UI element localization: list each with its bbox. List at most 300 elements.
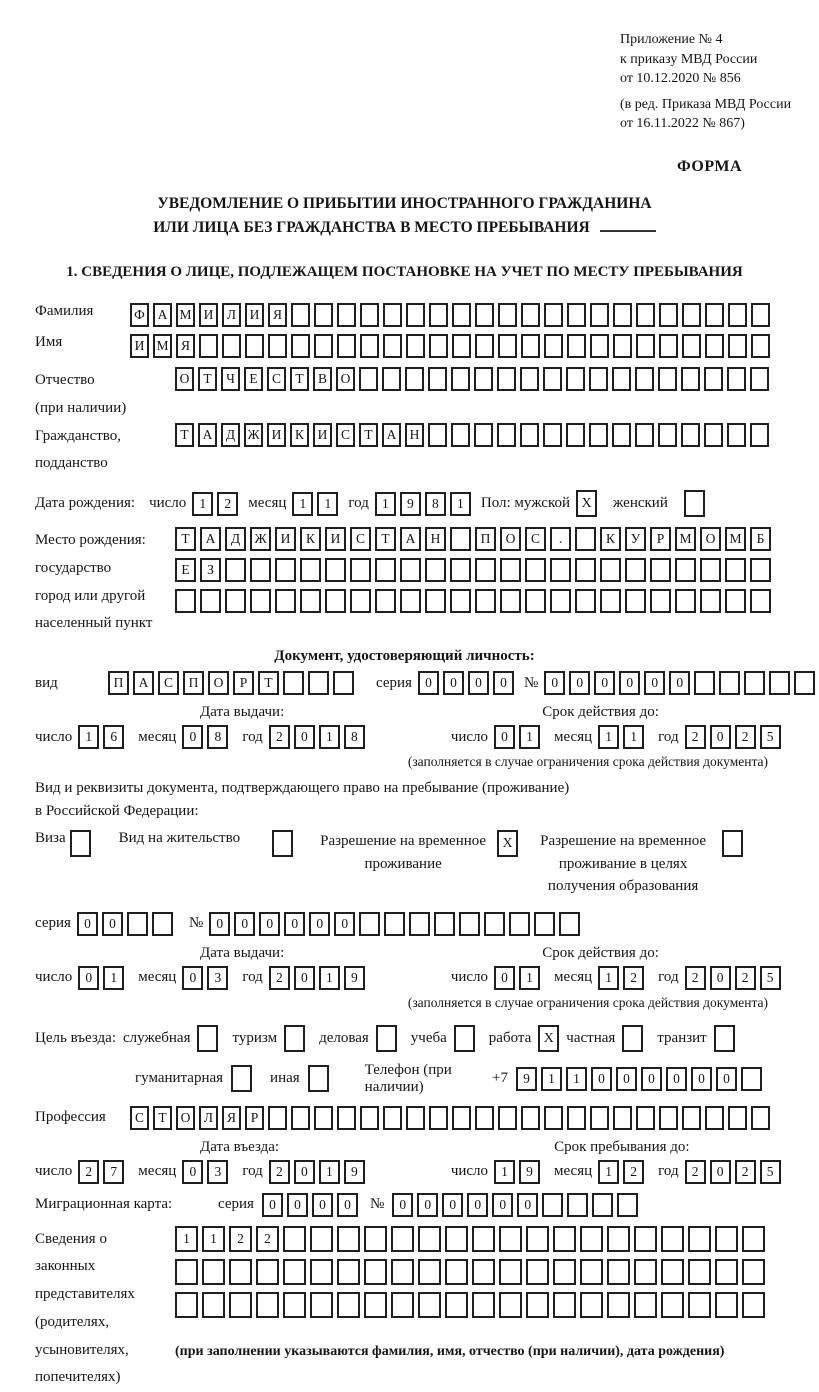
char-cell[interactable] (310, 1226, 333, 1252)
char-cell[interactable] (283, 671, 304, 695)
char-cell[interactable] (580, 1292, 603, 1318)
char-cell[interactable] (291, 334, 310, 358)
birth-place-cells-row1[interactable] (175, 527, 775, 551)
surname-cells[interactable] (130, 303, 774, 327)
char-cell[interactable] (405, 367, 424, 391)
char-cell[interactable] (360, 1106, 379, 1130)
char-cell[interactable] (544, 303, 563, 327)
char-cell[interactable] (580, 1259, 603, 1285)
char-cell[interactable] (715, 1292, 738, 1318)
char-cell[interactable] (475, 558, 496, 582)
char-cell[interactable] (634, 1259, 657, 1285)
char-cell[interactable] (705, 1106, 724, 1130)
char-cell[interactable]: Р (233, 671, 254, 695)
char-cell[interactable] (589, 423, 608, 447)
char-cell[interactable]: 1 (566, 1067, 587, 1091)
char-cell[interactable] (364, 1292, 387, 1318)
char-cell[interactable] (382, 367, 401, 391)
char-cell[interactable]: 1 (319, 725, 340, 749)
char-cell[interactable] (229, 1259, 252, 1285)
char-cell[interactable] (256, 1259, 279, 1285)
char-cell[interactable]: А (133, 671, 154, 695)
char-cell[interactable]: А (400, 527, 421, 551)
char-cell[interactable]: 1 (375, 492, 396, 516)
char-cell[interactable]: Т (175, 527, 196, 551)
char-cell[interactable]: 0 (312, 1193, 333, 1217)
char-cell[interactable]: 1 (103, 966, 124, 990)
char-cell[interactable] (500, 558, 521, 582)
stay-year-cells[interactable] (685, 1160, 785, 1184)
char-cell[interactable] (725, 589, 746, 613)
char-cell[interactable] (268, 1106, 287, 1130)
char-cell[interactable] (391, 1259, 414, 1285)
char-cell[interactable] (400, 558, 421, 582)
char-cell[interactable] (617, 1193, 638, 1217)
char-cell[interactable] (451, 423, 470, 447)
char-cell[interactable] (459, 912, 480, 936)
char-cell[interactable]: 0 (494, 725, 515, 749)
char-cell[interactable] (300, 589, 321, 613)
char-cell[interactable]: Д (221, 423, 240, 447)
char-cell[interactable]: 1 (519, 725, 540, 749)
char-cell[interactable]: 5 (760, 725, 781, 749)
char-cell[interactable]: 0 (492, 1193, 513, 1217)
char-cell[interactable]: О (175, 367, 194, 391)
char-cell[interactable]: И (245, 303, 264, 327)
char-cell[interactable] (544, 1106, 563, 1130)
char-cell[interactable]: М (176, 303, 195, 327)
doc-kind-cells[interactable] (108, 671, 358, 695)
char-cell[interactable] (314, 1106, 333, 1130)
char-cell[interactable] (325, 558, 346, 582)
char-cell[interactable] (451, 367, 470, 391)
char-cell[interactable] (175, 589, 196, 613)
char-cell[interactable]: 2 (685, 966, 706, 990)
char-cell[interactable] (500, 589, 521, 613)
char-cell[interactable]: А (200, 527, 221, 551)
char-cell[interactable] (543, 423, 562, 447)
char-cell[interactable] (472, 1259, 495, 1285)
char-cell[interactable] (359, 912, 380, 936)
char-cell[interactable] (406, 303, 425, 327)
char-cell[interactable]: 5 (760, 966, 781, 990)
char-cell[interactable] (509, 912, 530, 936)
char-cell[interactable] (675, 558, 696, 582)
char-cell[interactable] (553, 1292, 576, 1318)
char-cell[interactable]: 0 (641, 1067, 662, 1091)
char-cell[interactable]: П (183, 671, 204, 695)
char-cell[interactable]: 1 (319, 966, 340, 990)
char-cell[interactable] (450, 527, 471, 551)
char-cell[interactable]: Т (198, 367, 217, 391)
char-cell[interactable] (275, 558, 296, 582)
char-cell[interactable] (337, 303, 356, 327)
char-cell[interactable] (127, 912, 148, 936)
char-cell[interactable]: Е (175, 558, 196, 582)
char-cell[interactable]: 0 (710, 1160, 731, 1184)
char-cell[interactable]: 0 (517, 1193, 538, 1217)
char-cell[interactable]: М (675, 527, 696, 551)
char-cell[interactable] (429, 334, 448, 358)
given-name-cells[interactable] (130, 334, 774, 358)
char-cell[interactable]: О (500, 527, 521, 551)
char-cell[interactable]: 0 (209, 912, 230, 936)
char-cell[interactable] (375, 589, 396, 613)
char-cell[interactable] (445, 1226, 468, 1252)
char-cell[interactable] (425, 589, 446, 613)
char-cell[interactable] (553, 1226, 576, 1252)
char-cell[interactable] (600, 589, 621, 613)
char-cell[interactable]: 0 (182, 966, 203, 990)
char-cell[interactable] (634, 1292, 657, 1318)
char-cell[interactable] (275, 589, 296, 613)
char-cell[interactable] (364, 1226, 387, 1252)
char-cell[interactable] (521, 1106, 540, 1130)
char-cell[interactable] (418, 1292, 441, 1318)
char-cell[interactable] (300, 558, 321, 582)
char-cell[interactable] (725, 558, 746, 582)
char-cell[interactable] (613, 334, 632, 358)
char-cell[interactable] (625, 589, 646, 613)
entry-day-cells[interactable] (78, 1160, 128, 1184)
char-cell[interactable] (314, 334, 333, 358)
char-cell[interactable]: Ж (250, 527, 271, 551)
char-cell[interactable] (751, 303, 770, 327)
char-cell[interactable] (741, 1067, 762, 1091)
entry-year-cells[interactable] (269, 1160, 369, 1184)
char-cell[interactable] (525, 558, 546, 582)
purpose-other-checkbox[interactable] (308, 1065, 329, 1092)
char-cell[interactable]: 0 (443, 671, 464, 695)
char-cell[interactable]: А (153, 303, 172, 327)
char-cell[interactable] (694, 671, 715, 695)
char-cell[interactable] (175, 1259, 198, 1285)
char-cell[interactable] (634, 1226, 657, 1252)
doc-issue-month-cells[interactable] (182, 725, 232, 749)
char-cell[interactable] (566, 367, 585, 391)
char-cell[interactable] (715, 1259, 738, 1285)
char-cell[interactable] (682, 334, 701, 358)
char-cell[interactable] (769, 671, 790, 695)
char-cell[interactable] (445, 1292, 468, 1318)
char-cell[interactable] (391, 1292, 414, 1318)
char-cell[interactable] (308, 671, 329, 695)
char-cell[interactable]: 0 (284, 912, 305, 936)
char-cell[interactable] (152, 912, 173, 936)
sex-female-checkbox[interactable] (684, 490, 705, 517)
char-cell[interactable]: К (600, 527, 621, 551)
char-cell[interactable] (719, 671, 740, 695)
doc-series-cells[interactable] (418, 671, 518, 695)
char-cell[interactable]: 1 (598, 725, 619, 749)
char-cell[interactable] (750, 367, 769, 391)
purpose-work-checkbox[interactable]: X (538, 1025, 559, 1052)
char-cell[interactable] (625, 558, 646, 582)
char-cell[interactable]: И (275, 527, 296, 551)
char-cell[interactable]: 2 (623, 1160, 644, 1184)
char-cell[interactable]: 1 (192, 492, 213, 516)
char-cell[interactable] (559, 912, 580, 936)
char-cell[interactable] (250, 558, 271, 582)
char-cell[interactable] (704, 423, 723, 447)
char-cell[interactable]: 6 (103, 725, 124, 749)
char-cell[interactable] (452, 303, 471, 327)
char-cell[interactable] (592, 1193, 613, 1217)
char-cell[interactable] (700, 589, 721, 613)
char-cell[interactable] (590, 1106, 609, 1130)
birth-month-cells[interactable] (292, 492, 342, 516)
char-cell[interactable]: 1 (541, 1067, 562, 1091)
residence-valid-year-cells[interactable] (685, 966, 785, 990)
residence-issue-month-cells[interactable] (182, 966, 232, 990)
visa-checkbox[interactable] (70, 830, 91, 857)
char-cell[interactable] (612, 367, 631, 391)
temp-residence-edu-checkbox[interactable] (722, 830, 743, 857)
char-cell[interactable]: 2 (623, 966, 644, 990)
doc-valid-day-cells[interactable] (494, 725, 544, 749)
char-cell[interactable]: . (550, 527, 571, 551)
char-cell[interactable] (364, 1259, 387, 1285)
char-cell[interactable] (688, 1259, 711, 1285)
char-cell[interactable]: 1 (519, 966, 540, 990)
char-cell[interactable]: 0 (569, 671, 590, 695)
char-cell[interactable] (607, 1259, 630, 1285)
char-cell[interactable]: Б (750, 527, 771, 551)
char-cell[interactable] (384, 912, 405, 936)
char-cell[interactable] (650, 558, 671, 582)
char-cell[interactable] (229, 1292, 252, 1318)
citizenship-cells[interactable] (175, 423, 773, 447)
char-cell[interactable] (391, 1226, 414, 1252)
char-cell[interactable]: 0 (102, 912, 123, 936)
char-cell[interactable] (661, 1259, 684, 1285)
temp-residence-checkbox[interactable]: X (497, 830, 518, 857)
char-cell[interactable]: 0 (417, 1193, 438, 1217)
char-cell[interactable]: 0 (294, 966, 315, 990)
char-cell[interactable] (727, 423, 746, 447)
char-cell[interactable]: 1 (319, 1160, 340, 1184)
char-cell[interactable] (700, 558, 721, 582)
birth-place-cells-row2[interactable] (175, 558, 775, 582)
char-cell[interactable] (543, 367, 562, 391)
char-cell[interactable] (742, 1259, 765, 1285)
char-cell[interactable] (337, 1259, 360, 1285)
char-cell[interactable] (452, 1106, 471, 1130)
char-cell[interactable] (325, 589, 346, 613)
char-cell[interactable] (425, 558, 446, 582)
char-cell[interactable]: К (300, 527, 321, 551)
char-cell[interactable] (350, 589, 371, 613)
entry-month-cells[interactable] (182, 1160, 232, 1184)
char-cell[interactable] (418, 1226, 441, 1252)
char-cell[interactable]: 0 (710, 966, 731, 990)
char-cell[interactable] (499, 1226, 522, 1252)
char-cell[interactable] (445, 1259, 468, 1285)
char-cell[interactable]: 0 (418, 671, 439, 695)
char-cell[interactable] (472, 1226, 495, 1252)
char-cell[interactable]: Ж (244, 423, 263, 447)
char-cell[interactable]: 2 (685, 725, 706, 749)
char-cell[interactable]: Л (199, 1106, 218, 1130)
char-cell[interactable] (534, 912, 555, 936)
char-cell[interactable] (567, 1193, 588, 1217)
char-cell[interactable] (658, 423, 677, 447)
char-cell[interactable]: И (325, 527, 346, 551)
char-cell[interactable] (474, 367, 493, 391)
doc-number-cells[interactable] (544, 671, 819, 695)
char-cell[interactable]: 0 (594, 671, 615, 695)
char-cell[interactable]: Т (375, 527, 396, 551)
purpose-tourism-checkbox[interactable] (284, 1025, 305, 1052)
residence-permit-checkbox[interactable] (272, 830, 293, 857)
char-cell[interactable] (575, 558, 596, 582)
char-cell[interactable] (175, 1292, 198, 1318)
char-cell[interactable] (727, 367, 746, 391)
char-cell[interactable]: П (108, 671, 129, 695)
char-cell[interactable] (659, 334, 678, 358)
char-cell[interactable] (635, 367, 654, 391)
char-cell[interactable]: 1 (623, 725, 644, 749)
char-cell[interactable]: И (313, 423, 332, 447)
char-cell[interactable]: К (290, 423, 309, 447)
char-cell[interactable]: В (313, 367, 332, 391)
char-cell[interactable] (337, 1292, 360, 1318)
char-cell[interactable] (283, 1226, 306, 1252)
char-cell[interactable] (291, 1106, 310, 1130)
char-cell[interactable] (199, 334, 218, 358)
char-cell[interactable] (607, 1226, 630, 1252)
char-cell[interactable] (635, 423, 654, 447)
char-cell[interactable] (499, 1259, 522, 1285)
char-cell[interactable]: 0 (78, 966, 99, 990)
char-cell[interactable]: 2 (78, 1160, 99, 1184)
char-cell[interactable] (704, 367, 723, 391)
char-cell[interactable] (661, 1226, 684, 1252)
char-cell[interactable]: 0 (716, 1067, 737, 1091)
char-cell[interactable] (750, 423, 769, 447)
purpose-official-checkbox[interactable] (197, 1025, 218, 1052)
char-cell[interactable] (550, 558, 571, 582)
stay-day-cells[interactable] (494, 1160, 544, 1184)
char-cell[interactable]: У (625, 527, 646, 551)
char-cell[interactable] (499, 1292, 522, 1318)
char-cell[interactable] (750, 558, 771, 582)
char-cell[interactable]: М (725, 527, 746, 551)
char-cell[interactable]: 9 (400, 492, 421, 516)
char-cell[interactable] (337, 1106, 356, 1130)
char-cell[interactable]: И (199, 303, 218, 327)
char-cell[interactable]: 0 (262, 1193, 283, 1217)
char-cell[interactable] (567, 303, 586, 327)
char-cell[interactable] (429, 1106, 448, 1130)
char-cell[interactable]: 2 (735, 1160, 756, 1184)
char-cell[interactable] (521, 334, 540, 358)
char-cell[interactable]: 1 (78, 725, 99, 749)
char-cell[interactable] (750, 589, 771, 613)
char-cell[interactable]: 0 (442, 1193, 463, 1217)
purpose-transit-checkbox[interactable] (714, 1025, 735, 1052)
representatives-cells-row2[interactable] (175, 1259, 769, 1285)
char-cell[interactable] (607, 1292, 630, 1318)
char-cell[interactable]: 9 (519, 1160, 540, 1184)
char-cell[interactable] (429, 303, 448, 327)
char-cell[interactable]: 2 (217, 492, 238, 516)
char-cell[interactable] (544, 334, 563, 358)
patronymic-cells[interactable] (175, 367, 773, 391)
char-cell[interactable] (245, 334, 264, 358)
char-cell[interactable]: 0 (234, 912, 255, 936)
char-cell[interactable]: Ф (130, 303, 149, 327)
purpose-business-checkbox[interactable] (376, 1025, 397, 1052)
char-cell[interactable] (222, 334, 241, 358)
char-cell[interactable]: 9 (516, 1067, 537, 1091)
char-cell[interactable]: 0 (337, 1193, 358, 1217)
char-cell[interactable]: 1 (292, 492, 313, 516)
char-cell[interactable] (360, 334, 379, 358)
char-cell[interactable] (256, 1292, 279, 1318)
char-cell[interactable] (498, 1106, 517, 1130)
char-cell[interactable]: Я (268, 303, 287, 327)
char-cell[interactable] (409, 912, 430, 936)
char-cell[interactable] (613, 303, 632, 327)
char-cell[interactable] (283, 1259, 306, 1285)
char-cell[interactable] (520, 423, 539, 447)
char-cell[interactable] (406, 334, 425, 358)
char-cell[interactable] (751, 334, 770, 358)
char-cell[interactable]: Д (225, 527, 246, 551)
char-cell[interactable]: Л (222, 303, 241, 327)
char-cell[interactable] (520, 367, 539, 391)
char-cell[interactable]: 9 (344, 966, 365, 990)
char-cell[interactable]: Е (244, 367, 263, 391)
char-cell[interactable] (202, 1259, 225, 1285)
char-cell[interactable]: 0 (77, 912, 98, 936)
char-cell[interactable]: 5 (760, 1160, 781, 1184)
char-cell[interactable] (681, 367, 700, 391)
char-cell[interactable]: 1 (598, 1160, 619, 1184)
char-cell[interactable] (590, 303, 609, 327)
char-cell[interactable]: З (200, 558, 221, 582)
char-cell[interactable]: 0 (710, 725, 731, 749)
char-cell[interactable] (542, 1193, 563, 1217)
char-cell[interactable] (659, 1106, 678, 1130)
char-cell[interactable]: 1 (450, 492, 471, 516)
char-cell[interactable] (250, 589, 271, 613)
char-cell[interactable] (636, 303, 655, 327)
char-cell[interactable] (337, 1226, 360, 1252)
birth-place-cells-row3[interactable] (175, 589, 775, 613)
char-cell[interactable]: 1 (175, 1226, 198, 1252)
char-cell[interactable]: 0 (309, 912, 330, 936)
char-cell[interactable] (383, 303, 402, 327)
char-cell[interactable]: П (475, 527, 496, 551)
char-cell[interactable] (498, 303, 517, 327)
char-cell[interactable] (498, 334, 517, 358)
char-cell[interactable] (567, 1106, 586, 1130)
char-cell[interactable]: С (267, 367, 286, 391)
char-cell[interactable] (636, 334, 655, 358)
stay-month-cells[interactable] (598, 1160, 648, 1184)
char-cell[interactable] (350, 558, 371, 582)
migration-series-cells[interactable] (262, 1193, 362, 1217)
char-cell[interactable] (590, 334, 609, 358)
char-cell[interactable]: 0 (182, 725, 203, 749)
char-cell[interactable] (728, 303, 747, 327)
char-cell[interactable]: 3 (207, 966, 228, 990)
char-cell[interactable] (728, 334, 747, 358)
char-cell[interactable] (613, 1106, 632, 1130)
purpose-study-checkbox[interactable] (454, 1025, 475, 1052)
